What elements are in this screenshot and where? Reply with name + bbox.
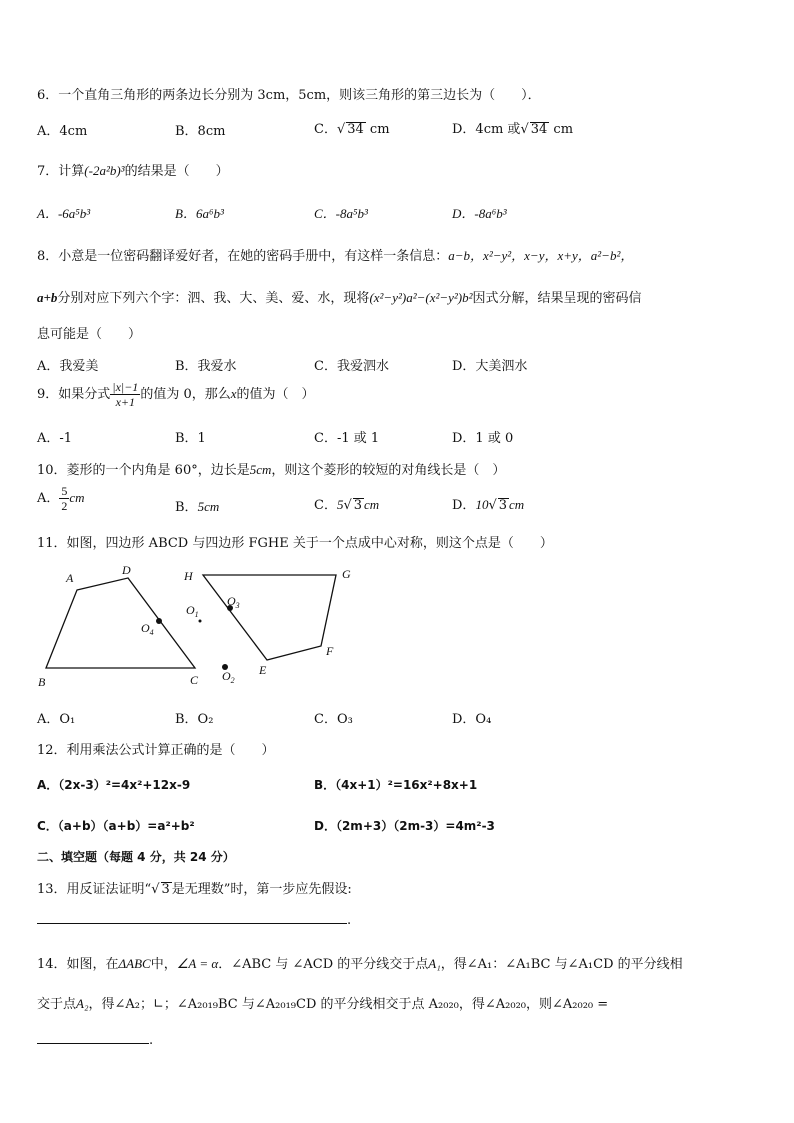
q10-option-a-fraction [59,484,69,513]
q10-option-a-unit: cm [69,490,85,505]
q14-line-1-c: 中， [150,957,177,972]
q12-stem: 12．利用乘法公式计算正确的是（ ） [37,743,275,758]
q9-suffix: 的值为 0，那么 [140,387,231,402]
q6-option-d-prefix: D．4cm 或 [452,122,521,137]
q6-option-c-radicand: 34 [347,122,364,137]
q11-option-c[interactable]: C．O₃ [314,712,353,727]
q10-option-a-den: 2 [61,499,68,513]
label-o3 [227,594,240,610]
q13-prefix: 13．用反证法证明“ [37,882,152,897]
q7-prefix: 7．计算 [37,164,85,179]
q10-side: 5cm [249,462,272,477]
label-o4-letter: O [141,621,150,635]
q14-line-1-e: ．∠ABC 与 ∠ACD 的平分线交于点 [218,957,429,972]
q10-stem-2: ，则这个菱形的较短的对角线长是（ ） [271,463,506,478]
point-o1 [199,620,202,623]
q7-option-d[interactable]: D．-8a⁶b³ [452,206,507,221]
q10-option-a[interactable] [37,484,85,513]
q9-stem [37,380,315,409]
q8-line-2-text: 分别对应下列六个字：泗、我、大、美、爱、水，现将 [57,291,370,306]
label-a: A [66,571,74,585]
q8-line-2-tail: 因式分解，结果呈现的密码信 [472,291,642,306]
point-o4 [156,618,162,624]
label-h: H [184,569,193,583]
q11-stem: 11．如图，四边形 ABCD 与四边形 FGHE 关于一个点成中心对称，则这个点是（ ） [37,536,553,551]
label-o1 [186,603,199,619]
q14-angle-a: ∠A = α [176,956,219,971]
label-d: D [122,563,131,577]
label-o1-letter: O [186,603,195,617]
q6-option-d-unit: cm [549,122,574,137]
q13-suffix: 是无理数”时，第一步应先假设: [171,882,352,897]
section-heading: 二、填空题（每题 4 分，共 24 分） [37,850,235,864]
q6-option-c[interactable] [314,118,390,137]
q7-option-b[interactable]: B．6a⁶b³ [175,206,224,221]
q10-option-d-coef: 10 [475,497,489,512]
q12-option-d[interactable]: D．（2m+3）（2m-3）=4m²-3 [314,819,495,833]
q11-option-b[interactable]: B．O₂ [175,712,214,727]
q13-blank[interactable] [37,923,347,924]
q8-line-1-expressions: a−b，x²−y²，x−y，x+y，a²−b²， [448,248,634,263]
label-o2-letter: O [222,669,231,683]
label-o2-sub: 2 [230,676,235,685]
q12-option-c[interactable]: C．（a+b）（a+b）=a²+b² [37,819,195,833]
q8-line-2-formula: (x²−y²)a²−(x²−y²)b² [369,290,473,305]
q10-option-c-coef: 5 [336,497,344,512]
sqrt-icon: √ [151,882,160,897]
q9-option-d[interactable]: D．1 或 0 [452,431,514,446]
q14-triangle: ΔABC [118,956,151,971]
sqrt-icon: √ [343,498,352,513]
label-o4 [141,621,154,637]
q7-expression: (-2a²b)³ [84,163,125,178]
q7-suffix: 的结果是（ ） [124,164,229,179]
label-e: E [259,663,267,677]
q6-option-d-radicand: 34 [530,122,548,137]
q9-option-a[interactable]: A．-1 [37,431,73,446]
q10-option-c-radicand: 3 [353,498,363,513]
q14-point-a1: A₁ [428,956,441,971]
q10-option-d[interactable] [452,494,524,513]
sqrt-icon: √ [520,122,529,137]
label-o1-sub: 1 [194,610,199,619]
q13-answer-line[interactable] [37,913,351,928]
q9-suffix2: 的值为（ ） [236,387,315,402]
q6-option-d[interactable] [452,118,573,137]
q14-line-1-a: 14．如图，在 [37,957,119,972]
q14-line-2 [37,993,608,1012]
label-o2 [222,669,235,685]
q9-fraction [110,380,140,409]
label-o4-sub: 4 [149,628,154,637]
q10-option-b[interactable] [175,496,219,515]
label-c: C [190,673,199,687]
q8-line-2-expr: a+b [37,290,58,305]
q10-option-c-prefix: C． [314,498,337,513]
q9-option-c[interactable]: C．-1 或 1 [314,431,380,446]
q12-option-a[interactable]: A．（2x-3）²=4x²+12x-9 [37,778,191,792]
q14-answer-line[interactable] [37,1033,153,1048]
q12-option-b[interactable]: B．（4x+1）²=16x²+8x+1 [314,778,478,792]
q11-option-a[interactable]: A．O₁ [37,712,76,727]
q14-blank[interactable] [37,1043,149,1044]
q10-option-c[interactable] [314,494,379,513]
q10-option-a-prefix: A． [37,491,60,506]
q6-option-c-prefix: C． [314,122,337,137]
q14-point-a2: A₂ [76,996,89,1011]
q11-figure [30,560,370,690]
sqrt-icon: √ [488,498,497,513]
q10-option-b-value: 5cm [197,499,220,514]
q8-line-3: 息可能是（ ） [37,327,142,342]
q7-stem [37,160,229,179]
q10-stem-1: 10．菱形的一个内角是 60°，边长是 [37,463,250,478]
q8-option-b[interactable]: B．我爱水 [175,359,237,374]
q9-variable: x [230,386,237,401]
label-o3-letter: O [227,594,236,608]
label-g: G [342,567,351,581]
q6-option-b[interactable]: B．8cm [175,124,226,139]
q10-option-d-prefix: D． [452,498,476,513]
quadrilateral-fghe [203,575,336,660]
q8-option-d[interactable]: D．大美泗水 [452,359,528,374]
q10-option-b-prefix: B． [175,500,198,515]
q6-stem: 6．一个直角三角形的两条边长分别为 3cm，5cm，则该三角形的第三边长为（ ）． [37,88,541,103]
q8-line-1 [37,245,633,264]
q7-option-c[interactable]: C．-8a⁵b³ [314,206,368,221]
q10-option-d-unit: cm [509,497,525,512]
q7-option-a[interactable]: A．-6a⁵b³ [37,206,91,221]
q10-stem [37,459,505,478]
q9-prefix: 9．如果分式 [37,387,111,402]
q14-line-1 [37,953,683,972]
q9-option-b[interactable]: B．1 [175,431,206,446]
q13-radicand: 3 [161,882,170,897]
q9-numerator: |x|−1 [112,380,139,394]
label-o3-sub: 3 [235,601,240,610]
q10-option-a-num: 5 [61,484,68,498]
q14-line-1-g: ，得∠A₁：∠A₁BC 与∠A₁CD 的平分线相 [440,957,683,972]
q13-period: . [347,913,352,928]
q6-option-c-unit: cm [365,122,390,137]
label-b: B [38,675,46,689]
q9-denominator: x+1 [115,395,136,409]
q14-line-2-c: ，得∠A₂；∟；∠A₂₀₁₉BC 与∠A₂₀₁₉CD 的平分线相交于点 A₂₀₂₀，得∠A₂₀₂₀，则∠A₂₀₂₀ = [88,997,609,1012]
q8-option-c[interactable]: C．我爱泗水 [314,359,389,374]
q8-option-a[interactable]: A．我爱美 [37,359,99,374]
label-f: F [326,644,334,658]
q6-option-a[interactable]: A．4cm [37,124,88,139]
q8-line-1-text: 8．小意是一位密码翻译爱好者，在她的密码手册中，有这样一条信息： [37,249,449,264]
q13-stem [37,878,352,897]
q8-line-2 [37,287,642,306]
q10-option-d-radicand: 3 [498,498,508,513]
quadrilateral-abcd [46,578,195,668]
q10-option-c-unit: cm [364,497,380,512]
sqrt-icon: √ [336,122,346,137]
q14-period: . [149,1033,154,1048]
q14-line-2-a: 交于点 [37,997,77,1012]
q11-option-d[interactable]: D．O₄ [452,712,492,727]
